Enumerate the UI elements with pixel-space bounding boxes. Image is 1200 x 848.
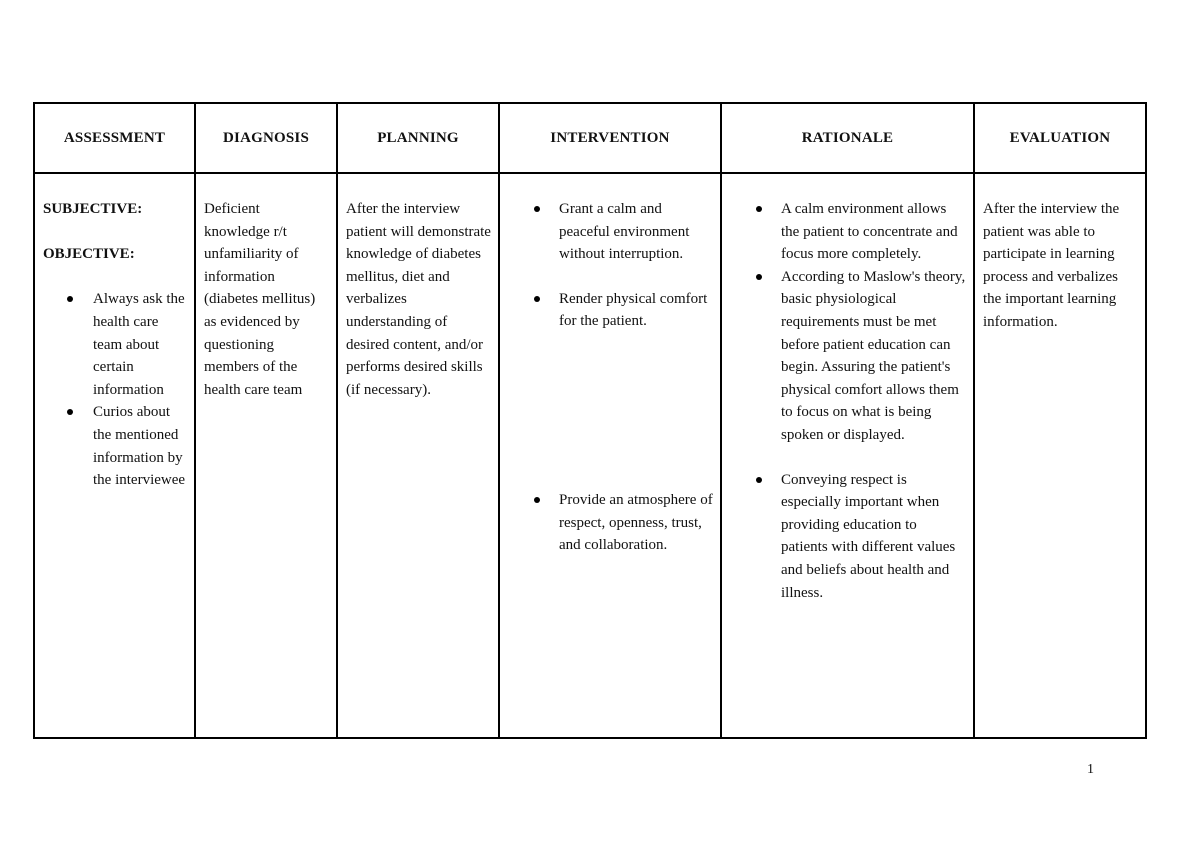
- rationale-cell: [721, 173, 974, 738]
- header-diagnosis: DIAGNOSIS: [195, 103, 337, 173]
- rationale-list: [730, 198, 966, 604]
- header-intervention: INTERVENTION: [499, 103, 721, 173]
- header-rationale: RATIONALE: [721, 103, 974, 173]
- header-planning: PLANNING: [337, 103, 499, 173]
- list-item: Conveying respect is especially important when providing education to patients with different values and beliefs about health and illness.: [781, 469, 966, 605]
- diagnosis-text: Deficient knowledge r/t unfamiliarity of information (diabetes mellitus) as evidenced by questioning members of the health care team: [204, 201, 316, 398]
- evaluation-cell: [974, 173, 1146, 738]
- planning-cell: [337, 173, 499, 738]
- subjective-label: SUBJECTIVE:: [43, 201, 143, 217]
- list-item: According to Maslow's theory, basic physiological requirements must be met before patient education can begin. Assuring the patient's physical comfort allows them to focus on what is being spoken or displayed.: [781, 266, 966, 447]
- header-assessment: ASSESSMENT: [34, 103, 195, 173]
- header-evaluation: EVALUATION: [974, 103, 1146, 173]
- list-item: Curios about the mentioned information by the interviewee: [93, 401, 187, 491]
- header-row: [34, 103, 1146, 173]
- list-item: Render physical comfort for the patient.: [559, 288, 713, 333]
- list-item: Always ask the health care team about certain information: [93, 288, 187, 401]
- objective-list: [43, 288, 187, 491]
- list-item: Provide an atmosphere of respect, openness, trust, and collaboration.: [559, 489, 713, 557]
- content-row: [34, 173, 1146, 738]
- intervention-cell: [499, 173, 721, 738]
- list-item: A calm environment allows the patient to concentrate and focus more completely.: [781, 198, 966, 266]
- list-item: Grant a calm and peaceful environment without interruption.: [559, 198, 713, 266]
- planning-text: After the interview patient will demonstrate knowledge of diabetes mellitus, diet and verbalizes understanding of desired content, and/or performs desired skills (if necessary).: [346, 201, 491, 398]
- evaluation-text: After the interview the patient was able to participate in learning process and verbalizes the important learning information.: [983, 201, 1120, 330]
- assessment-cell: [34, 173, 195, 738]
- diagnosis-cell: [195, 173, 337, 738]
- objective-label: OBJECTIVE:: [43, 246, 135, 263]
- intervention-list: [508, 198, 713, 557]
- nursing-care-plan-table: [33, 102, 1147, 739]
- page-number: 1: [1087, 762, 1094, 777]
